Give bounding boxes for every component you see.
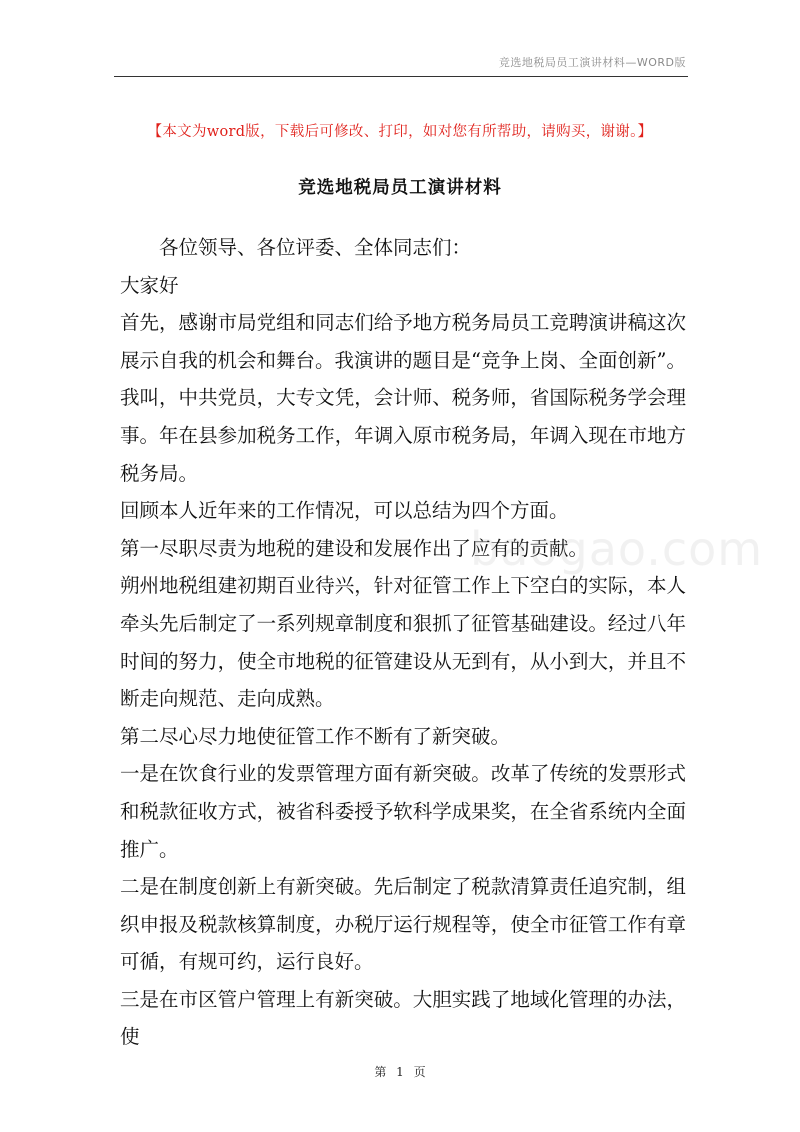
paragraph: 第一尽职尽责为地税的建设和发展作出了应有的贡献。 xyxy=(120,536,589,560)
paragraph: 首先，感谢市局党组和同志们给予地方税务局员工竞聘演讲稿这次展示自我的机会和舞台。我演讲的题目是“竞争上岗、全面创新”。我叫，中共党员，大专文凭，会计师、税务师，省国际税务学会理事。年在县参加税务工作，年调入原市税务局，年调入现在市地方税务局。 xyxy=(120,311,686,485)
paragraph: 朔州地税组建初期百业待兴，针对征管工作上下空白的实际，本人牵头先后制定了一系列规章制度和狠抓了征管基础建设。经过八年时间的努力，使全市地税的征管建设从无到有，从小到大，并且不断走向规范、走向成熟。 xyxy=(120,574,686,711)
paragraph: 三是在市区管户管理上有新突破。大胆实践了地域化管理的办法，使 xyxy=(120,987,686,1049)
running-header: 竞选地税局员工演讲材料—WORD版 xyxy=(498,56,686,69)
greeting: 大家好 xyxy=(120,273,179,297)
page-footer xyxy=(0,1063,800,1080)
salutation: 各位领导、各位评委、全体同志们： xyxy=(159,236,472,259)
paragraph: 一是在饮食行业的发票管理方面有新突破。改革了传统的发票形式和税款征收方式，被省科委授予软科学成果奖，在全省系统内全面推广。 xyxy=(120,762,686,861)
download-notice: 【本文为word版，下载后可修改、打印，如对您有所帮助，请购买，谢谢。】 xyxy=(147,124,653,140)
paragraph: 回顾本人近年来的工作情况，可以总结为四个方面。 xyxy=(120,499,569,523)
page-suffix: 页 xyxy=(413,1065,426,1079)
document-body xyxy=(120,229,686,1056)
page-number: 1 xyxy=(396,1065,404,1079)
paragraph: 第二尽心尽力地使征管工作不断有了新突破。 xyxy=(120,724,511,748)
page-prefix: 第 xyxy=(374,1065,387,1079)
watermark: baogao.com xyxy=(470,522,764,576)
document-title: 竞选地税局员工演讲材料 xyxy=(298,178,502,198)
paragraph: 二是在制度创新上有新突破。先后制定了税款清算责任追究制，组织申报及税款核算制度，办税厅运行规程等，使全市征管工作有章可循，有规可约，运行良好。 xyxy=(120,875,686,974)
header-rule xyxy=(114,76,688,77)
